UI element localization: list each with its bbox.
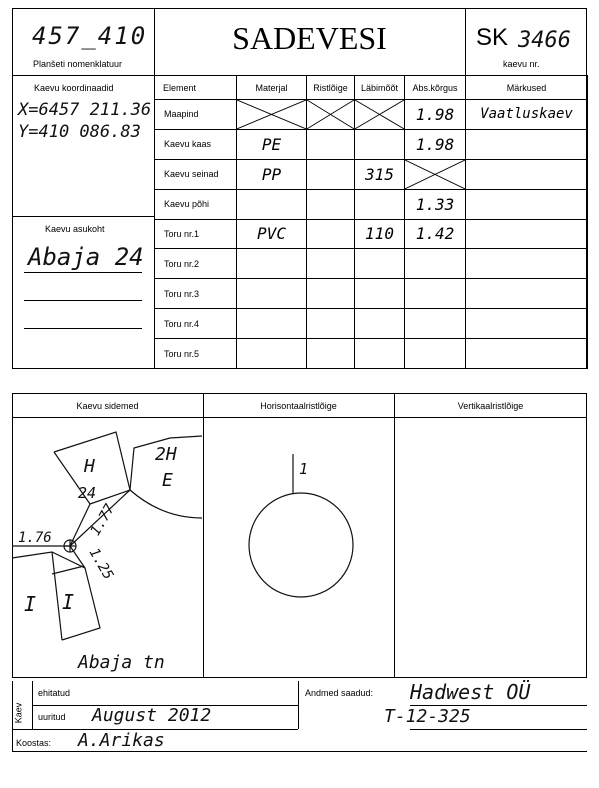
cell-ristloige [307, 309, 355, 339]
cell-ristloige [307, 279, 355, 309]
cell-element [155, 339, 237, 369]
cell-labimoot [355, 249, 405, 279]
nomenclature-value: 457_410 [32, 22, 148, 50]
cell-markused [466, 309, 588, 339]
section-horizontal: Horisontaalristlõige [260, 401, 337, 411]
header-right-divider [465, 8, 466, 75]
cross-mark [355, 100, 404, 129]
cell-labimoot [355, 219, 405, 249]
table-row [155, 129, 588, 159]
cell-abs [405, 219, 466, 249]
cell-element [155, 249, 237, 279]
col-header-markused: Märkused [466, 76, 588, 100]
well-number-prefix: SK [476, 24, 509, 51]
cell-element [155, 279, 237, 309]
cell-value: Vaatluskaev [480, 106, 573, 123]
cell-abs [405, 249, 466, 279]
table-row [155, 279, 588, 309]
col-header-materjal: Materjal [237, 76, 307, 100]
sketch-building2-letter: E [162, 470, 173, 491]
kaev-label: Kaev [13, 702, 24, 724]
col-header-abs: Abs.kõrgus [405, 76, 466, 100]
sketch-building-h: H [84, 456, 95, 477]
cell-markused [466, 189, 588, 219]
coord-x: X=6457 211.36 [18, 100, 152, 120]
well-number-value: 3466 [518, 28, 571, 53]
cell-ristloige [307, 129, 355, 159]
table-row [155, 339, 588, 369]
cell-materjal [237, 309, 307, 339]
section-sidemed: Kaevu sidemed [76, 401, 139, 411]
cell-materjal [237, 159, 307, 189]
cell-materjal [237, 219, 307, 249]
cell-abs [405, 100, 466, 130]
cell-abs [405, 159, 466, 189]
cell-element [155, 100, 237, 130]
cell-labimoot [355, 159, 405, 189]
cross-mark [307, 100, 354, 129]
line-well-to-h24 [70, 504, 90, 546]
cell-ristloige [307, 100, 355, 130]
horizontal-section-drawing [203, 418, 394, 678]
table-row [155, 219, 588, 249]
col-header-ristloige: Ristlõige [307, 76, 355, 100]
well-number-label: kaevu nr. [503, 59, 540, 69]
cross-mark [237, 100, 306, 129]
element-label: Toru nr.3 [164, 288, 200, 299]
well-circle [249, 493, 353, 597]
cell-abs [405, 129, 466, 159]
cell-value: 1.33 [415, 194, 455, 214]
cell-markused [466, 339, 588, 369]
cell-materjal [237, 129, 307, 159]
cell-ristloige [307, 189, 355, 219]
sketch-building3-a: I [24, 592, 37, 616]
cell-element [155, 189, 237, 219]
uuritud-value: August 2012 [92, 705, 212, 726]
location-label: Kaevu asukoht [45, 224, 105, 234]
cell-labimoot [355, 339, 405, 369]
koostas-label: Koostas: [16, 738, 52, 748]
cross-mark [405, 160, 465, 189]
location-value: Abaja 24 [28, 243, 144, 271]
andmed-line-2 [410, 729, 587, 730]
cell-materjal [237, 100, 307, 130]
cell-labimoot [355, 189, 405, 219]
koostas-line [12, 751, 587, 752]
cell-labimoot [355, 100, 405, 130]
element-label: Kaevu seinad [164, 169, 219, 180]
footer-mid-divider [298, 681, 299, 729]
table-row [155, 249, 588, 279]
cell-element [155, 309, 237, 339]
sketch-distance-2: 1.76 [18, 530, 52, 546]
cell-labimoot [355, 129, 405, 159]
cell-value: 110 [365, 224, 394, 244]
element-label: Toru nr.5 [164, 348, 200, 359]
cell-value: 1.98 [415, 134, 455, 154]
andmed-value-1: Hadwest OÜ [410, 680, 531, 704]
element-label: Maapind [164, 109, 199, 120]
location-line-2 [24, 300, 142, 301]
sketch-building2-num: 2H [155, 444, 177, 465]
cell-value: PP [261, 164, 282, 184]
coords-label: Kaevu koordinaadid [34, 83, 114, 93]
table-row [155, 159, 588, 189]
cell-abs [405, 189, 466, 219]
cell-value: 1.98 [415, 104, 455, 124]
table-row [155, 100, 588, 130]
sketch-distance-3: 1.25 [85, 545, 117, 583]
element-label: Toru nr.2 [164, 258, 200, 269]
cell-ristloige [307, 339, 355, 369]
cell-materjal [237, 279, 307, 309]
element-label: Toru nr.4 [164, 318, 200, 329]
table-row [155, 189, 588, 219]
cell-value: 1.42 [415, 224, 455, 244]
sketch-distance-1: 1.77 [87, 501, 119, 539]
pipe-number: 1 [299, 460, 309, 478]
cell-labimoot [355, 279, 405, 309]
element-label: Toru nr.1 [164, 228, 200, 239]
cell-labimoot [355, 309, 405, 339]
sketch-street: Abaja tn [78, 652, 165, 673]
cell-ristloige [307, 159, 355, 189]
sketch-building3-b: I [62, 590, 75, 614]
left-divider-location [12, 216, 154, 217]
cell-materjal [237, 339, 307, 369]
element-table [154, 75, 588, 369]
coord-y: Y=410 086.83 [18, 122, 141, 142]
cell-markused [466, 279, 588, 309]
col-header-element: Element [155, 76, 237, 100]
location-line-3 [24, 328, 142, 329]
col-header-labimoot: Läbimõõt [355, 76, 405, 100]
element-label: Kaevu põhi [164, 199, 210, 210]
page-title: SADEVESI [232, 20, 387, 56]
cell-element [155, 159, 237, 189]
cell-ristloige [307, 219, 355, 249]
cell-markused [466, 249, 588, 279]
building-2he-curve [130, 490, 202, 518]
cell-ristloige [307, 249, 355, 279]
cell-abs [405, 279, 466, 309]
cell-value: 315 [365, 164, 394, 184]
andmed-value-2: T-12-325 [384, 706, 471, 727]
nomenclature-label: Planšeti nomenklatuur [33, 59, 123, 69]
cell-element [155, 129, 237, 159]
koostas-value: A.Arikas [78, 730, 165, 751]
cell-materjal [237, 249, 307, 279]
cell-value: PVC [257, 224, 286, 244]
uuritud-label: uuritud [38, 712, 66, 722]
ehitatud-label: ehitatud [38, 688, 71, 698]
cell-markused [466, 129, 588, 159]
cell-markused [466, 159, 588, 189]
section-vertical: Vertikaalristlõige [457, 401, 524, 411]
cell-value: PE [261, 134, 282, 154]
cell-abs [405, 309, 466, 339]
cell-abs [405, 339, 466, 369]
location-line-1 [24, 272, 142, 273]
cell-markused [466, 219, 588, 249]
cell-element [155, 219, 237, 249]
element-label: Kaevu kaas [164, 139, 212, 150]
table-row [155, 309, 588, 339]
sketch-building-num: 24 [78, 484, 97, 502]
sketch-divider-2 [394, 393, 395, 678]
cell-markused [466, 100, 588, 130]
cell-materjal [237, 189, 307, 219]
andmed-label: Andmed saadud: [305, 688, 374, 698]
